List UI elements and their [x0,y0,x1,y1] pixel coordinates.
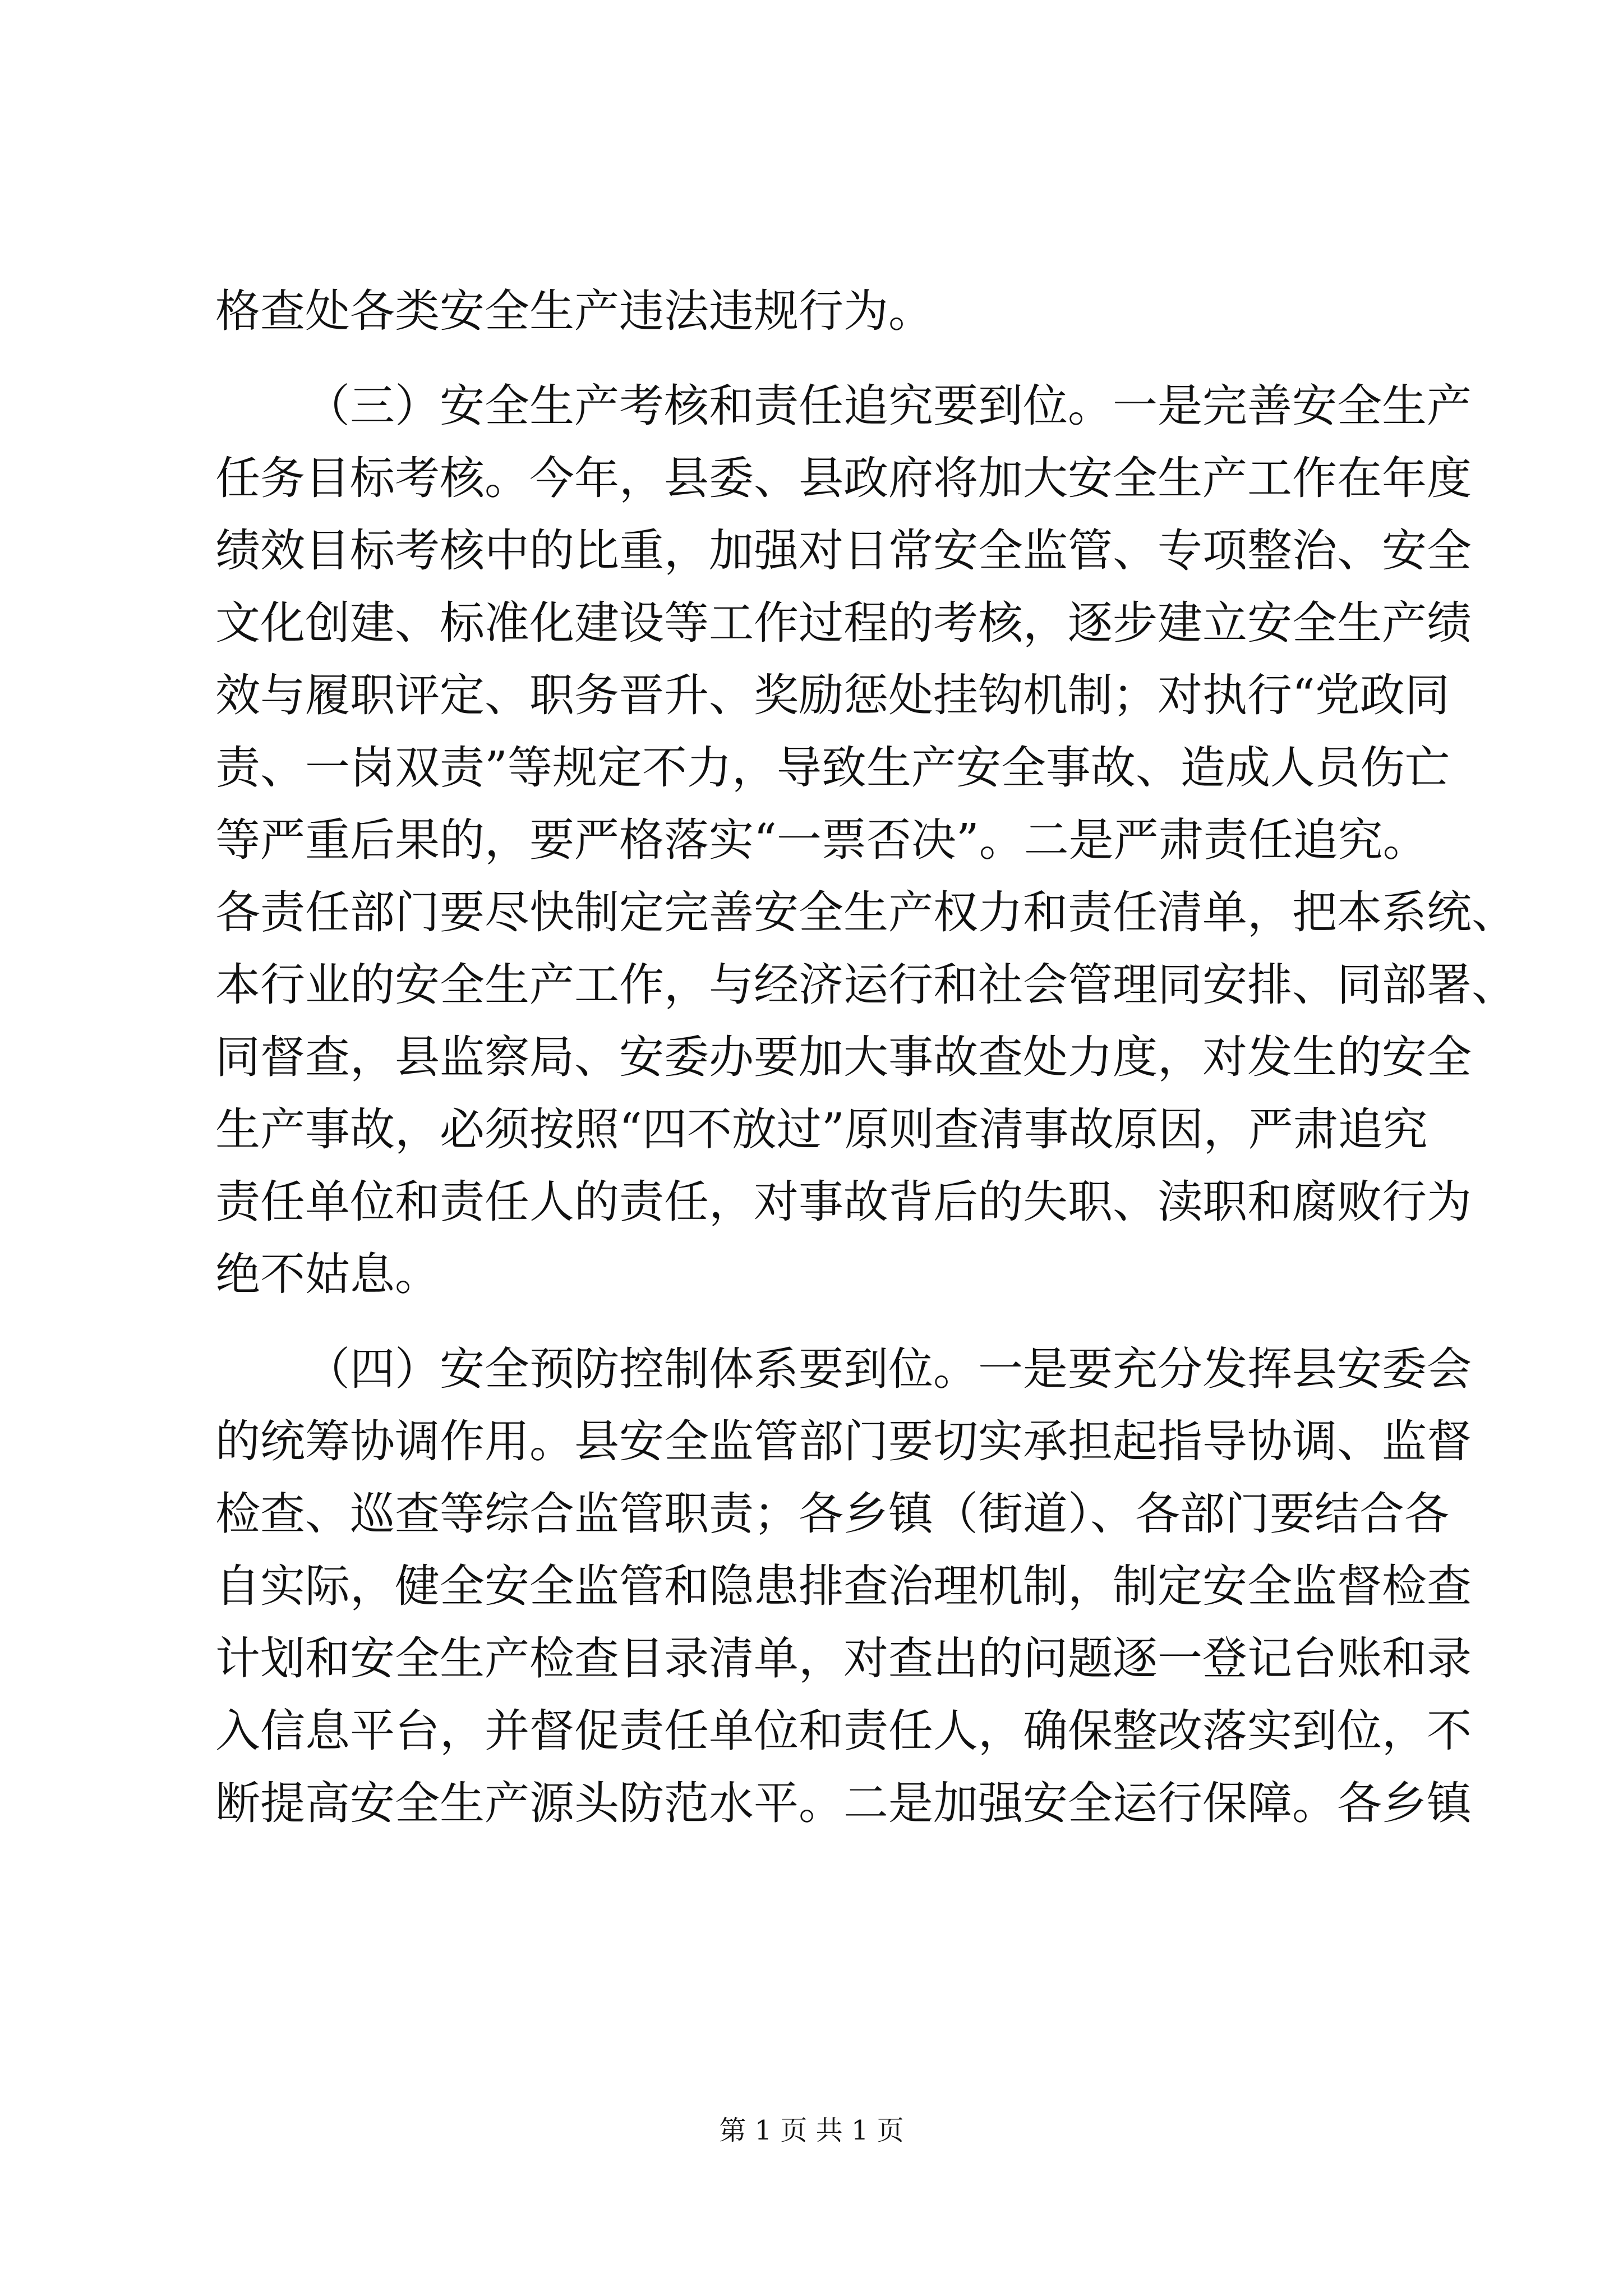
text-line: （三）安全生产考核和责任追究要到位。一是完善安全生产 [305,380,1472,432]
page-number-footer: 第 1 页 共 1 页 [719,2115,904,2146]
text-line: （四）安全预防控制体系要到位。一是要充分发挥县安委会 [305,1343,1472,1395]
paragraph-gap [215,347,1421,370]
text-line: 文化创建、标准化建设等工作过程的考核，逐步建立安全生产绩 [215,597,1472,649]
text-line: 检查、巡查等综合监管职责；各乡镇（街道）、各部门要结合各 [215,1488,1449,1540]
text-line: 入信息平台，并督促责任单位和责任人，确保整改落实到位，不 [215,1705,1472,1757]
paragraph-gap [215,1310,1421,1333]
text-line: 自实际，健全安全监管和隐患排查治理机制，制定安全监督检查 [215,1560,1472,1612]
text-line: 同督查，县监察局、安委办要加大事故查处力度，对发生的安全 [215,1031,1472,1083]
paragraph [215,370,1516,1310]
text-line: 各责任部门要尽快制定完善安全生产权力和责任清单，把本系统、 [215,886,1516,938]
paragraph [215,1333,1472,1839]
paragraph [215,275,1421,347]
text-line: 任务目标考核。今年，县委、县政府将加大安全生产工作在年度 [215,452,1472,504]
text-line: 效与履职评定、职务晋升、奖励惩处挂钩机制；对执行“党政同 [215,669,1450,721]
text-line: 绝不姑息。 [215,1248,440,1300]
text-line: 格查处各类安全生产违法违规行为。 [215,285,933,337]
text-line: 生产事故，必须按照“四不放过”原则查清事故原因，严肃追究 [215,1103,1428,1156]
text-line: 本行业的安全生产工作，与经济运行和社会管理同安排、同部署、 [215,959,1516,1011]
text-line: 的统筹协调作用。县安全监管部门要切实承担起指导协调、监督 [215,1415,1472,1467]
text-line: 计划和安全生产检查目录清单，对查出的问题逐一登记台账和录 [215,1632,1472,1685]
text-line: 绩效目标考核中的比重，加强对日常安全监管、专项整治、安全 [215,524,1472,577]
text-line: 等严重后果的，要严格落实“一票否决”。二是严肃责任追究。 [215,814,1428,866]
text-line: 责、一岗双责”等规定不力，导致生产安全事故、造成人员伤亡 [215,742,1450,794]
text-line: 责任单位和责任人的责任，对事故背后的失职、渎职和腐败行为 [215,1176,1472,1228]
document-body [215,275,1516,1839]
text-line: 断提高安全生产源头防范水平。二是加强安全运行保障。各乡镇 [215,1777,1472,1829]
